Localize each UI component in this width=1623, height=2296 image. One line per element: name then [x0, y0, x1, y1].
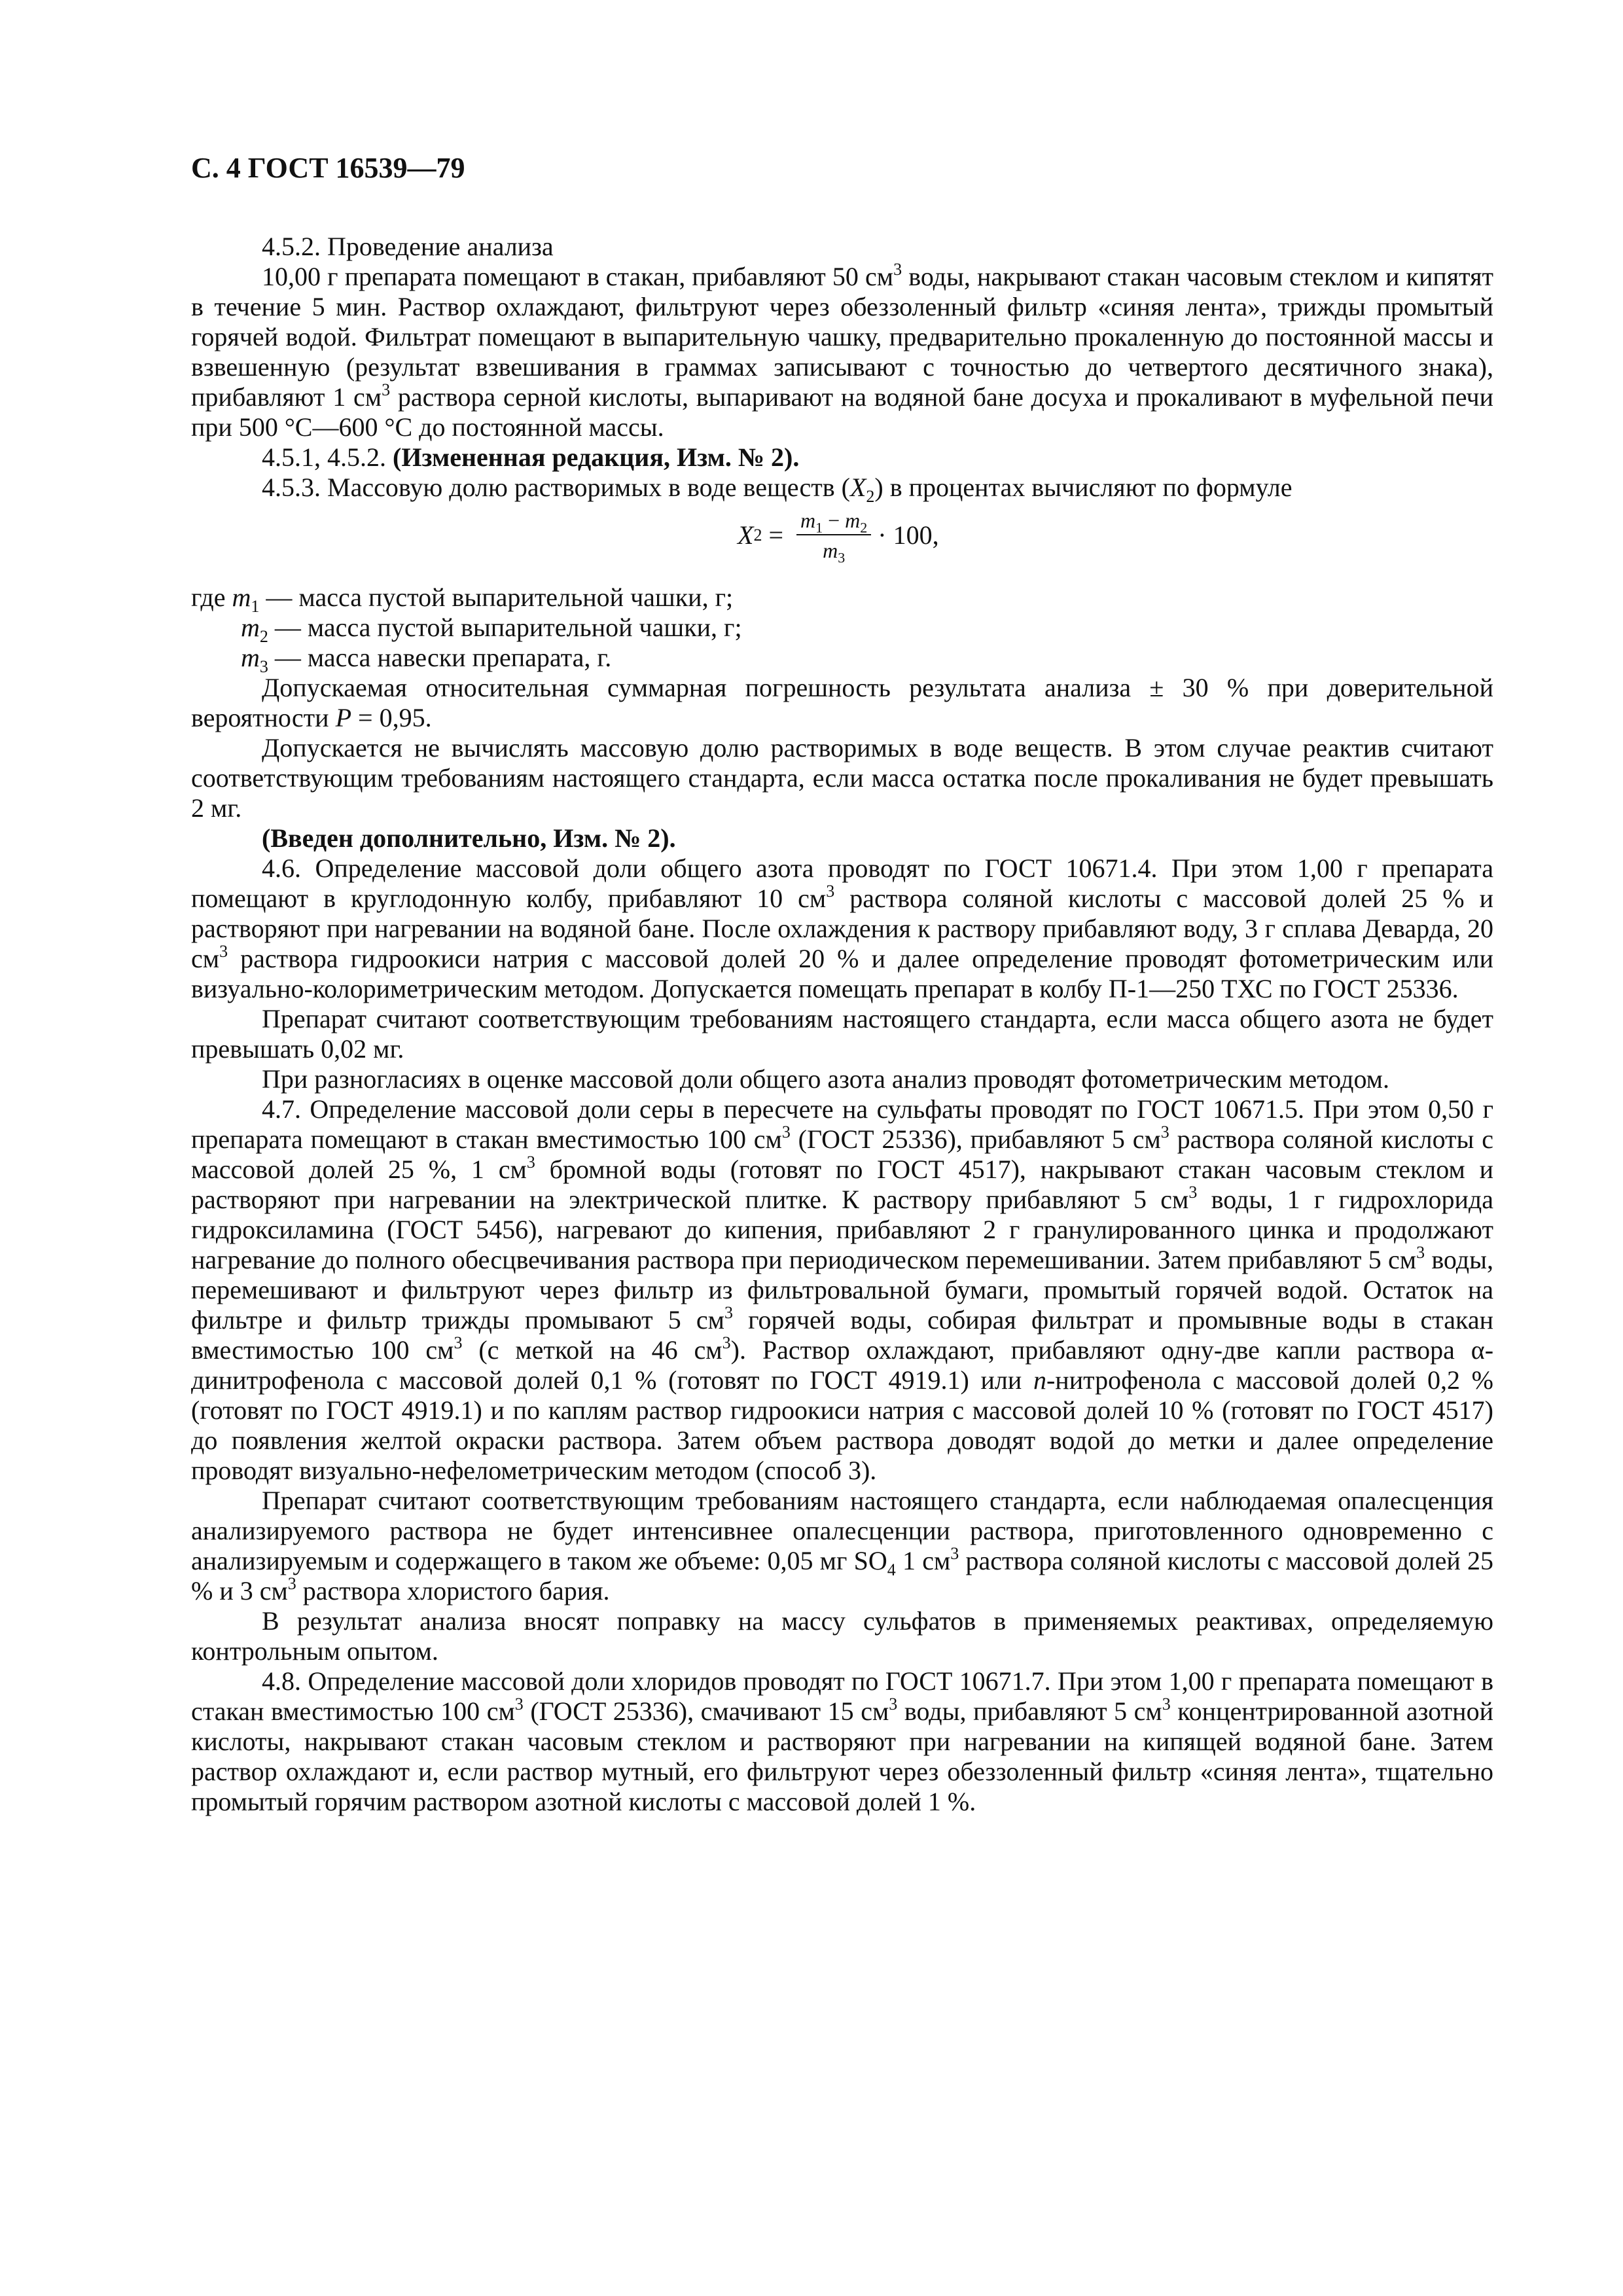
- section-4-7: 4.7. Определение массовой доли серы в пересчете на сульфаты проводят по ГОСТ 10671.5. При этом 0,50 г препарата помещают в стакан вместимостью 100 $см^3$ (ГОСТ 25336), прибавляют 5 $см^3$ раствора соляной кислоты с массовой долей 25 %, 1 $см^3$ бромной воды (готовят по ГОСТ 4517), накрывают стакан часовым стеклом и растворяют при нагревании на электрической плитке. К раствору прибавляют 5 $см^3$ воды, 1 г гидрохлорида гидроксиламина (ГОСТ 5456), нагревают до кипения, прибавляют 2 г гранулированного цинка и продолжают нагревание до полного обесцвечивания раствора при периодическом перемешивании. Затем прибавляют 5 $см^3$ воды, перемешивают и фильтруют через фильтр из фильтровальной бумаги, промытый горячей водой. Остаток на фильтре и фильтр трижды промывают 5 $см^3$ горячей воды, собирая фильтрат и промывные воды в стакан вместимостью 100 $см^3$ (с меткой на 46 $см^3$). Раствор охлаждают, прибавляют одну-две капли раствора α-динитрофенола с массовой долей 0,1 % (готовят по ГОСТ 4919.1) или n-нитрофенола с массовой долей 0,2 % (готовят по ГОСТ 4919.1) и по каплям раствор гидроокиси натрия с массовой долей 10 % (готовят по ГОСТ 4517) до появления желтой окраски раствора. Затем объем раствора доводят водой до метки и далее определение проводят визуально-нефелометрическим методом (способ 3).: [191, 1094, 1494, 1485]
- introduced-note: (Введен дополнительно, Изм. № 2).: [262, 823, 676, 853]
- definition-m1: где $m_1$ — масса пустой выпарительной чашки, г;: [191, 583, 734, 616]
- definition-m3: $m_3$ — масса навески препарата, г.: [241, 643, 612, 676]
- formula-numerator: $m_1 - m_2$: [796, 508, 871, 535]
- section-4-6: 4.6. Определение массовой доли общего азота проводят по ГОСТ 10671.4. При этом 1,00 г препарата помещают в круглодонную колбу, прибавляют 10 $см^3$ раствора соляной кислоты с массовой долей 25 % и растворяют при нагревании на водяной бане. После охлаждения к раствору прибавляют воду, 3 г сплава Деварда, 20 $см^3$ раствора гидроокиси натрия с массовой долей 20 % и далее определение проводят фотометрическим или визуально-колориметрическим методом. Допускается помещать препарат в колбу П-1—250 ТХС по ГОСТ 25336.: [191, 853, 1494, 1003]
- section-4-8: 4.8. Определение массовой доли хлоридов проводят по ГОСТ 10671.7. При этом 1,00 г препарата помещают в стакан вместимостью 100 $см^3$ (ГОСТ 25336), смачивают 15 $см^3$ воды, прибавляют 5 $см^3$ концентрированной азотной кислоты, накрывают стакан часовым стеклом и растворяют при нагревании на кипящей водяной бане. Затем раствор охлаждают и, если раствор мутный, его фильтруют через обеззоленный фильтр «синяя лента», тщательно промытый горячим раствором азотной кислоты с массовой долей 1 %.: [191, 1666, 1493, 1816]
- page-header: С. 4 ГОСТ 16539—79: [191, 152, 465, 184]
- section-4-6-dispute: При разногласиях в оценке массовой доли общего азота анализ проводят фотометрическим методом.: [262, 1064, 1389, 1094]
- section-4-5-2-body: 10,00 г препарата помещают в стакан, прибавляют 50 $см^3$ воды, накрывают стакан часовым стеклом и кипятят в течение 5 мин. Раствор охлаждают, фильтруют через обеззоленный фильтр «синяя лента», трижды промытый горячей водой. Фильтрат помещают в выпарительную чашку, предварительно прокаленную до постоянной массы и взвешенную (результат взвешивания в граммах записывают с точностью до четвертого десятичного знака), прибавляют 1 $см^3$ раствора серной кислоты, выпаривают на водяной бане досуха и прокаливают в муфельной печи при 500 °С—600 °С до постоянной массы.: [191, 259, 1493, 442]
- section-4-5-3: 4.5.3. Массовую долю растворимых в воде веществ $(X_2)$ в процентах вычисляют по формуле: [262, 473, 1293, 506]
- formula-denominator: $m_3$: [823, 539, 846, 566]
- formula-fraction: [796, 508, 871, 566]
- section-4-7-requirement: Препарат считают соответствующим требованиям настоящего стандарта, если наблюдаемая опалесценция анализируемого раствора не будет интенсивнее опалесценции раствора, приготовленного одновременно с анализируемым и содержащего в таком же объеме: 0,05 мг $SO_4$ 1 $см^3$ раствора соляной кислоты с массовой долей 25 % и 3 $см^3$ раствора хлористого бария.: [191, 1486, 1493, 1605]
- section-4-6-requirement: Препарат считают соответствующим требованиям настоящего стандарта, если масса общего азота не будет превышать 0,02 мг.: [191, 1004, 1493, 1064]
- amendment-note-4-5: 4.5.1, 4.5.2. (Измененная редакция, Изм. № 2).: [262, 442, 800, 472]
- section-4-5-2-title: 4.5.2. Проведение анализа: [262, 232, 554, 261]
- allowed-paragraph: Допускается не вычислять массовую долю растворимых в воде веществ. В этом случае реактив считают соответствующим требованиям настоящего стандарта, если масса остатка после прокаливания не будет превышать 2 мг.: [191, 733, 1493, 823]
- section-4-7-correction: В результат анализа вносят поправку на массу сульфатов в применяемых реактивах, определяемую контрольным опытом.: [191, 1606, 1493, 1666]
- definition-m2: $m_2$ — масса пустой выпарительной чашки, г;: [241, 613, 742, 646]
- formula-block: [191, 505, 1493, 579]
- formula-x2: X 2 = $\frac{m_1 - m_2}{m_3}$ · 100,: [738, 509, 939, 566]
- document-page: [191, 152, 1493, 1817]
- tolerance-paragraph: Допускаемая относительная суммарная погрешность результата анализа ± 30 % при доверительной вероятности P = 0,95.: [191, 673, 1493, 732]
